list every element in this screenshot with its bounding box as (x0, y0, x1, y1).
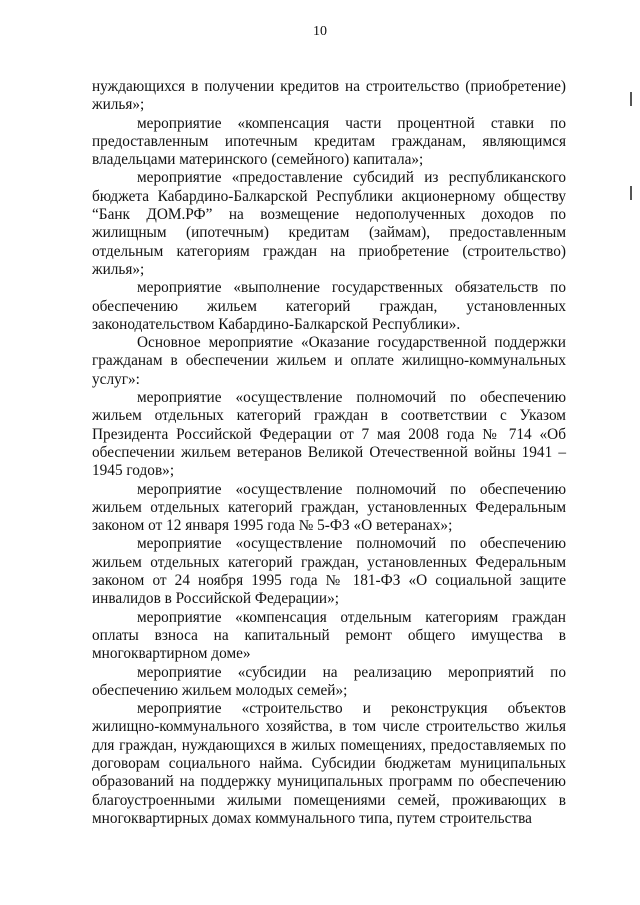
paragraph: мероприятие «выполнение государственных обязательств по обеспечению жильем категорий граждан, установленных законодательством Кабардино-Балкарской Республики». (92, 279, 566, 333)
page-edge-mark-bottom (630, 186, 632, 200)
paragraph: мероприятие «осуществление полномочий по обеспечению жильем отдельных категорий граждан, установленных Федеральным законом от 24 ноября 1995 года № 181-ФЗ «О социальной защите инвалидов в Российской Федерации»; (92, 535, 566, 608)
page-edge-mark-top (630, 92, 632, 106)
paragraph: мероприятие «компенсация части процентной ставки по предоставленным ипотечным кредитам гражданам, являющимся владельцами материнского (семейного) капитала»; (92, 114, 566, 169)
page-number: 10 (313, 24, 327, 39)
paragraph: нуждающихся в получении кредитов на строительство (приобретение) жилья»; (92, 78, 566, 114)
paragraph: мероприятие «осуществление полномочий по обеспечению жильем отдельных категорий граждан, установленных Федеральным законом от 12 января 1995 года № 5-ФЗ «О ветеранах»; (92, 480, 566, 535)
paragraph: мероприятие «строительство и реконструкция объектов жилищно-коммунального хозяйства, в том числе строительство жилья для граждан, нуждающихся в жилых помещениях, предоставляемых по договорам социального найма. Субсидии бюджетам муниципальных образований на поддержку муниципальных программ по обеспечению благоустроенными жилыми помещениями семей, проживающих в многоквартирных домах коммунального типа, путем строительства (92, 700, 566, 827)
paragraph: Основное мероприятие «Оказание государственной поддержки гражданам в обеспечении жильем и оплате жилищно-коммунальных услуг»: (92, 334, 566, 388)
paragraph: мероприятие «осуществление полномочий по обеспечению жильем отдельных категорий граждан в соответствии с Указом Президента Российской Федерации от 7 мая 2008 года № 714 «Об обеспечении жильем ветеранов Великой Отечественной войны 1941 – 1945 годов»; (92, 389, 566, 480)
paragraph: мероприятие «компенсация отдельным категориям граждан оплаты взноса на капитальный ремонт общего имущества в многоквартирном доме» (92, 608, 566, 663)
document-body (92, 78, 566, 828)
paragraph: мероприятие «предоставление субсидий из республиканского бюджета Кабардино-Балкарской Республики акционерному обществу “Банк ДОМ.РФ” на возмещение недополученных доходов по жилищным (ипотечным) кредитам (займам), предоставленным отдельным категориям граждан на приобретение (строительство) жилья»; (92, 169, 566, 278)
paragraph: мероприятие «субсидии на реализацию мероприятий по обеспечению жильем молодых семей»; (92, 663, 566, 699)
